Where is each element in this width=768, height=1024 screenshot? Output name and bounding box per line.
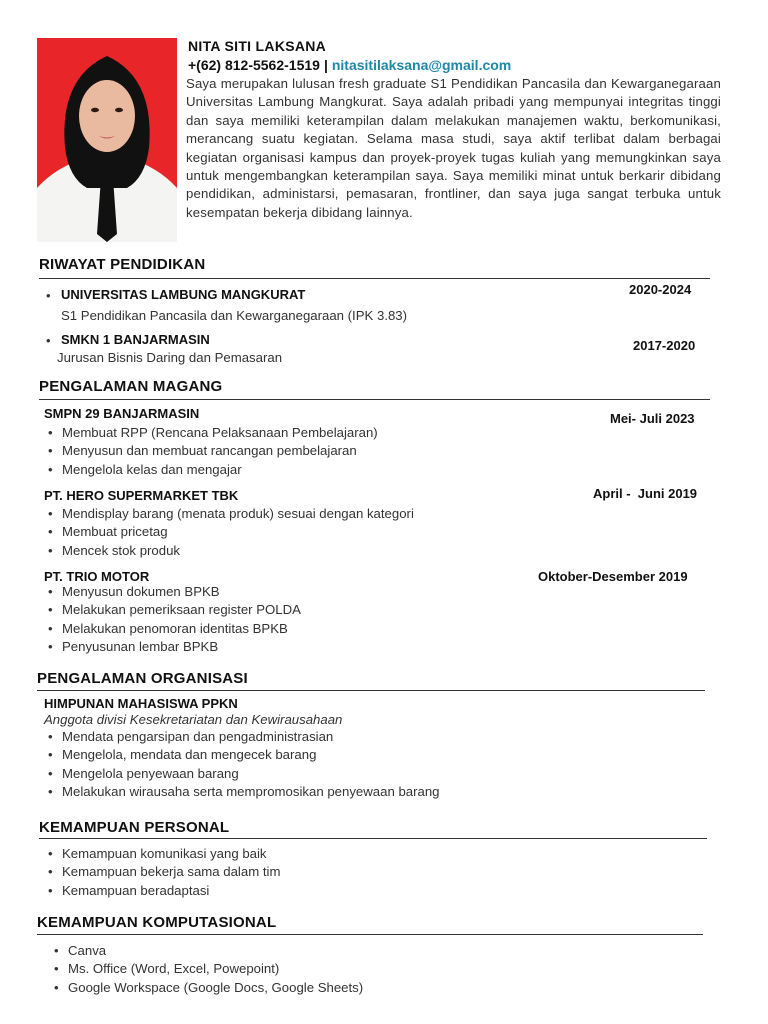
internship-company-2: PT. HERO SUPERMARKET TBK: [44, 488, 239, 503]
internship-tasks-1: [44, 424, 378, 479]
education-detail-1: S1 Pendidikan Pancasila dan Kewarganegaraan (IPK 3.83): [61, 308, 408, 323]
education-years-1: 2020-2024: [629, 282, 692, 297]
phone-number: +(62) 812-5562-1519: [188, 57, 320, 73]
contact-line: [188, 57, 511, 73]
computer-skills-list: [50, 942, 363, 997]
candidate-name: NITA SITI LAKSANA: [188, 38, 327, 54]
personal-skills-divider: [39, 838, 707, 839]
personal-skills-heading: KEMAMPUAN PERSONAL: [39, 819, 230, 836]
organization-divider: [37, 690, 705, 691]
internship-tasks-3: [44, 583, 301, 657]
list-item: • Google Workspace (Google Docs, Google Sheets): [50, 979, 363, 997]
education-divider: [39, 278, 710, 279]
internship-company-3: PT. TRIO MOTOR: [44, 569, 150, 584]
list-item: • Membuat RPP (Rencana Pelaksanaan Pembelajaran): [44, 424, 378, 442]
bullet-icon: •: [46, 333, 51, 348]
contact-separator: |: [323, 57, 328, 73]
internship-company-1: SMPN 29 BANJARMASIN: [44, 406, 200, 421]
list-item: • Melakukan wirausaha serta mempromosikan penyewaan barang: [44, 783, 440, 801]
internship-date-1: Mei- Juli 2023: [610, 411, 695, 426]
list-item: • Mendata pengarsipan dan pengadministrasian: [44, 728, 440, 746]
list-item: • Penyusunan lembar BPKB: [44, 638, 301, 656]
organization-tasks: [44, 728, 440, 802]
internship-date-3: Oktober-Desember 2019: [538, 569, 688, 584]
internship-tasks-2: [44, 505, 414, 560]
list-item: • Mengelola penyewaan barang: [44, 765, 440, 783]
personal-skills-list: [44, 845, 280, 900]
organization-role: Anggota divisi Kesekretariatan dan Kewirausahaan: [44, 712, 343, 727]
education-heading: RIWAYAT PENDIDIKAN: [39, 256, 206, 273]
computer-skills-divider: [37, 934, 703, 935]
list-item: • Mencek stok produk: [44, 542, 414, 560]
list-item: • Menyusun dan membuat rancangan pembelajaran: [44, 442, 378, 460]
internship-date-2: April - Juni 2019: [593, 486, 698, 501]
list-item: • Membuat pricetag: [44, 523, 414, 541]
list-item: • Mendisplay barang (menata produk) sesuai dengan kategori: [44, 505, 414, 523]
list-item: • Ms. Office (Word, Excel, Powepoint): [50, 960, 363, 978]
list-item: • Kemampuan komunikasi yang baik: [44, 845, 280, 863]
list-item: • Mengelola, mendata dan mengecek barang: [44, 746, 440, 764]
profile-summary: Saya merupakan lulusan fresh graduate S1 Pendidikan Pancasila dan Kewarganegaraan Universitas Lambung Mangkurat. Saya adalah pribadi yang mempunyai integritas tinggi dan saya memiliki keterampilan dalam melakukan manajemen waktu, berkomunikasi, merancang suatu kegiatan. Selama masa studi, saya aktif terlibat dalam berbagai kegiatan organisasi kampus dan proyek-proyek tugas kuliah yang memungkinkan saya untuk mengembangkan keterampilan saya. Saya memiliki minat untuk berkarir dibidang pendidikan, administarsi, pemasaran, frontliner, dan saya juga sangat terbuka untuk kesempatan bekerja dibidang lainnya.: [186, 76, 721, 220]
organization-heading: PENGALAMAN ORGANISASI: [37, 670, 248, 687]
list-item: • Kemampuan beradaptasi: [44, 882, 280, 900]
education-years-2: 2017-2020: [633, 338, 696, 353]
list-item: • Kemampuan bekerja sama dalam tim: [44, 863, 280, 881]
list-item: • Mengelola kelas dan mengajar: [44, 461, 378, 479]
list-item: • Melakukan pemeriksaan register POLDA: [44, 601, 301, 619]
portrait-image: [37, 38, 177, 242]
list-item: • Canva: [50, 942, 363, 960]
computer-skills-heading: KEMAMPUAN KOMPUTASIONAL: [37, 914, 277, 931]
profile-photo: [37, 38, 177, 242]
internship-heading: PENGALAMAN MAGANG: [39, 378, 223, 395]
email-address[interactable]: nitasitilaksana@gmail.com: [331, 57, 512, 73]
list-item: • Melakukan penomoran identitas BPKB: [44, 620, 301, 638]
education-detail-2: Jurusan Bisnis Daring dan Pemasaran: [57, 350, 283, 365]
organization-name: HIMPUNAN MAHASISWA PPKN: [44, 696, 238, 711]
list-item: • Menyusun dokumen BPKB: [44, 583, 301, 601]
education-school-2: SMKN 1 BANJARMASIN: [61, 332, 210, 347]
internship-divider: [39, 399, 710, 400]
education-school-1: UNIVERSITAS LAMBUNG MANGKURAT: [61, 287, 306, 302]
bullet-icon: •: [46, 288, 51, 303]
